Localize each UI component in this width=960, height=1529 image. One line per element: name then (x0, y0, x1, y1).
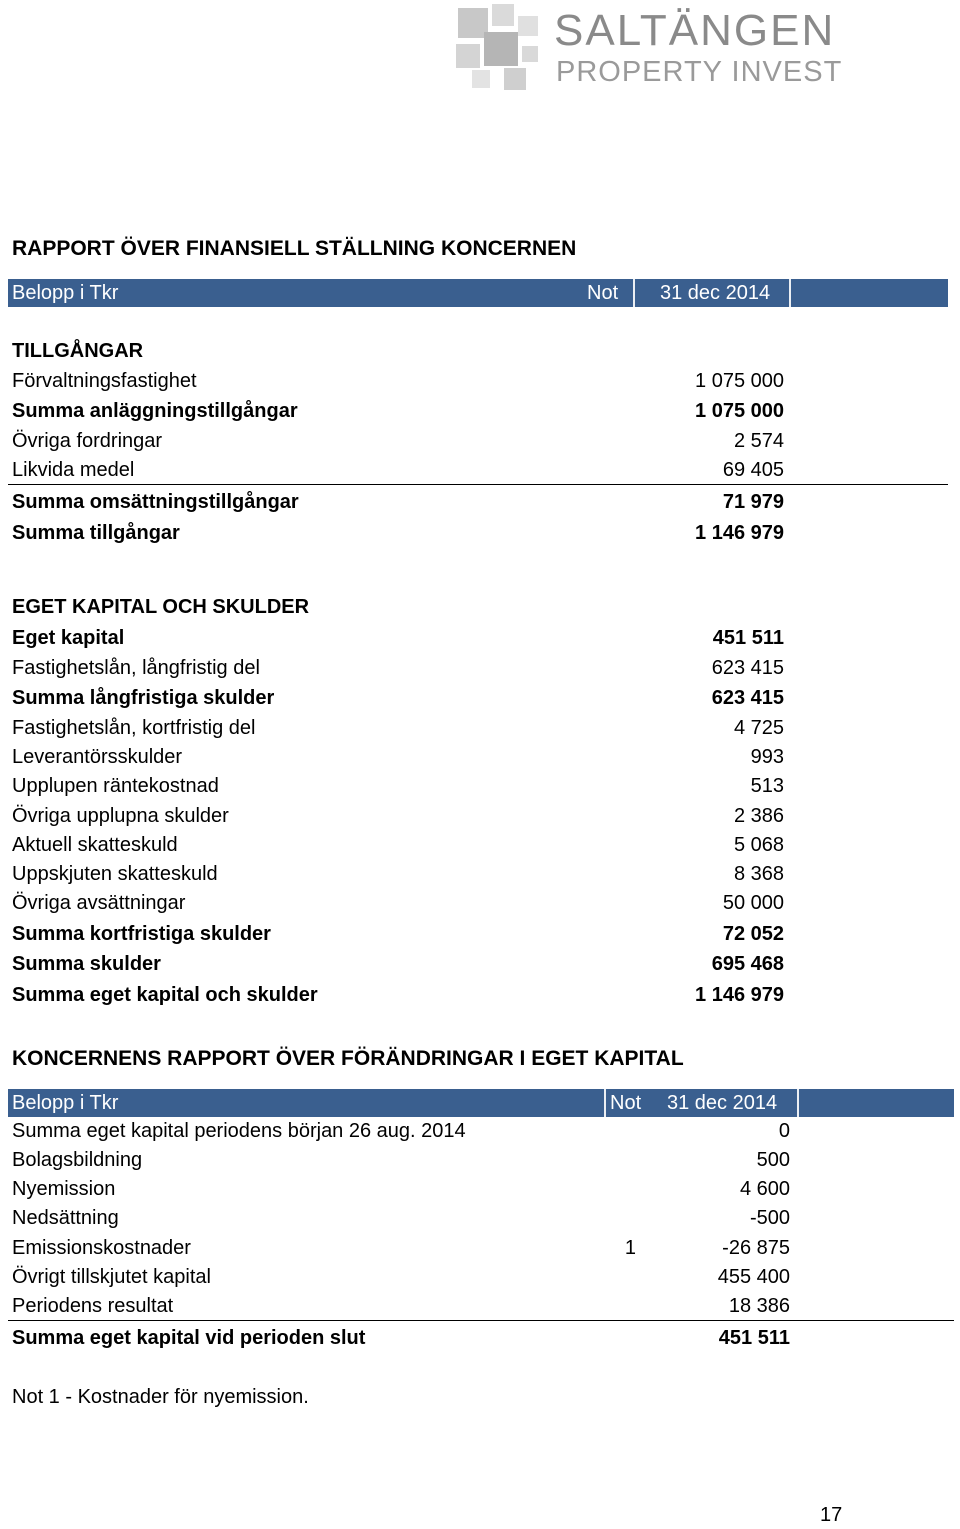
row-value: 513 (750, 775, 784, 797)
divider (8, 484, 948, 485)
report1-header-label: Belopp i Tkr (12, 282, 119, 304)
row-value: 623 415 (711, 657, 784, 679)
row-value: 50 000 (722, 892, 784, 914)
row-label: Periodens resultat (12, 1295, 174, 1317)
row-value: 455 400 (717, 1266, 790, 1288)
row-value: 623 415 (711, 687, 784, 709)
row-value: 2 574 (733, 430, 784, 452)
row-value: 451 511 (718, 1327, 790, 1349)
logo-name: SALTÄNGEN (554, 6, 836, 55)
equity-section-title: EGET KAPITAL OCH SKULDER (12, 596, 310, 618)
row-value: 72 052 (722, 923, 784, 945)
row-label: Leverantörsskulder (12, 746, 183, 768)
row-value: 4 725 (733, 717, 784, 739)
row-value: 1 146 979 (695, 522, 784, 544)
company-logo (452, 2, 842, 98)
row-label: Summa anläggningstillgångar (12, 400, 298, 422)
row-label: Övriga avsättningar (12, 892, 186, 914)
row-value: 0 (778, 1120, 790, 1142)
report1-header-bar (8, 279, 948, 307)
report2-header-label: Belopp i Tkr (12, 1092, 119, 1114)
row-value: 993 (750, 746, 784, 768)
report2-header-date: 31 dec 2014 (667, 1092, 778, 1114)
cube-logo-icon (452, 2, 544, 94)
row-value: 5 068 (733, 834, 784, 856)
row-value: -26 875 (722, 1237, 790, 1259)
row-label: Nyemission (12, 1178, 116, 1200)
assets-section-title: TILLGÅNGAR (12, 340, 144, 362)
row-value: 1 075 000 (695, 370, 784, 392)
row-label: Eget kapital (12, 627, 125, 649)
row-value: 1 075 000 (695, 400, 784, 422)
row-label: Övriga fordringar (12, 430, 163, 452)
row-label: Övriga upplupna skulder (12, 805, 229, 827)
row-label: Summa långfristiga skulder (12, 687, 275, 709)
row-value: 71 979 (722, 491, 784, 513)
row-label: Emissionskostnader (12, 1237, 191, 1259)
row-label: Likvida medel (12, 459, 135, 481)
row-label: Fastighetslån, långfristig del (12, 657, 260, 679)
row-label: Summa eget kapital vid perioden slut (12, 1327, 366, 1349)
report1-header-note: Not (587, 282, 619, 304)
row-label: Summa omsättningstillgångar (12, 491, 299, 513)
row-label: Nedsättning (12, 1207, 119, 1229)
row-label: Summa skulder (12, 953, 161, 975)
row-label: Övrigt tillskjutet kapital (12, 1266, 211, 1288)
row-value: 451 511 (712, 627, 784, 649)
divider (8, 1320, 954, 1321)
row-value: 1 146 979 (695, 984, 784, 1006)
row-value: 4 600 (739, 1178, 790, 1200)
row-label: Förvaltningsfastighet (12, 370, 197, 392)
row-label: Uppskjuten skatteskuld (12, 863, 218, 885)
row-label: Summa eget kapital och skulder (12, 984, 318, 1006)
row-value: 18 386 (728, 1295, 790, 1317)
row-label: Fastighetslån, kortfristig del (12, 717, 256, 739)
row-value: 695 468 (711, 953, 784, 975)
row-label: Summa eget kapital periodens början 26 aug. 2014 (12, 1120, 466, 1142)
report2-title: KONCERNENS RAPPORT ÖVER FÖRÄNDRINGAR I EGET KAPITAL (12, 1047, 684, 1070)
row-label: Summa kortfristiga skulder (12, 923, 271, 945)
row-label: Bolagsbildning (12, 1149, 143, 1171)
row-value: 8 368 (733, 863, 784, 885)
row-label: Summa tillgångar (12, 522, 180, 544)
row-value: 69 405 (722, 459, 784, 481)
report2-header-bar (8, 1089, 954, 1117)
row-label: Upplupen räntekostnad (12, 775, 219, 797)
logo-tagline: PROPERTY INVEST (556, 56, 843, 88)
row-value: 2 386 (733, 805, 784, 827)
report1-title: RAPPORT ÖVER FINANSIELL STÄLLNING KONCERNEN (12, 237, 577, 260)
page-number: 17 (820, 1504, 843, 1526)
footnote: Not 1 - Kostnader för nyemission. (12, 1386, 309, 1408)
row-label: Aktuell skatteskuld (12, 834, 178, 856)
report1-header-date: 31 dec 2014 (660, 282, 771, 304)
row-note: 1 (624, 1237, 636, 1259)
report2-header-note: Not (610, 1092, 642, 1114)
row-value: 500 (756, 1149, 790, 1171)
row-value: -500 (749, 1207, 790, 1229)
